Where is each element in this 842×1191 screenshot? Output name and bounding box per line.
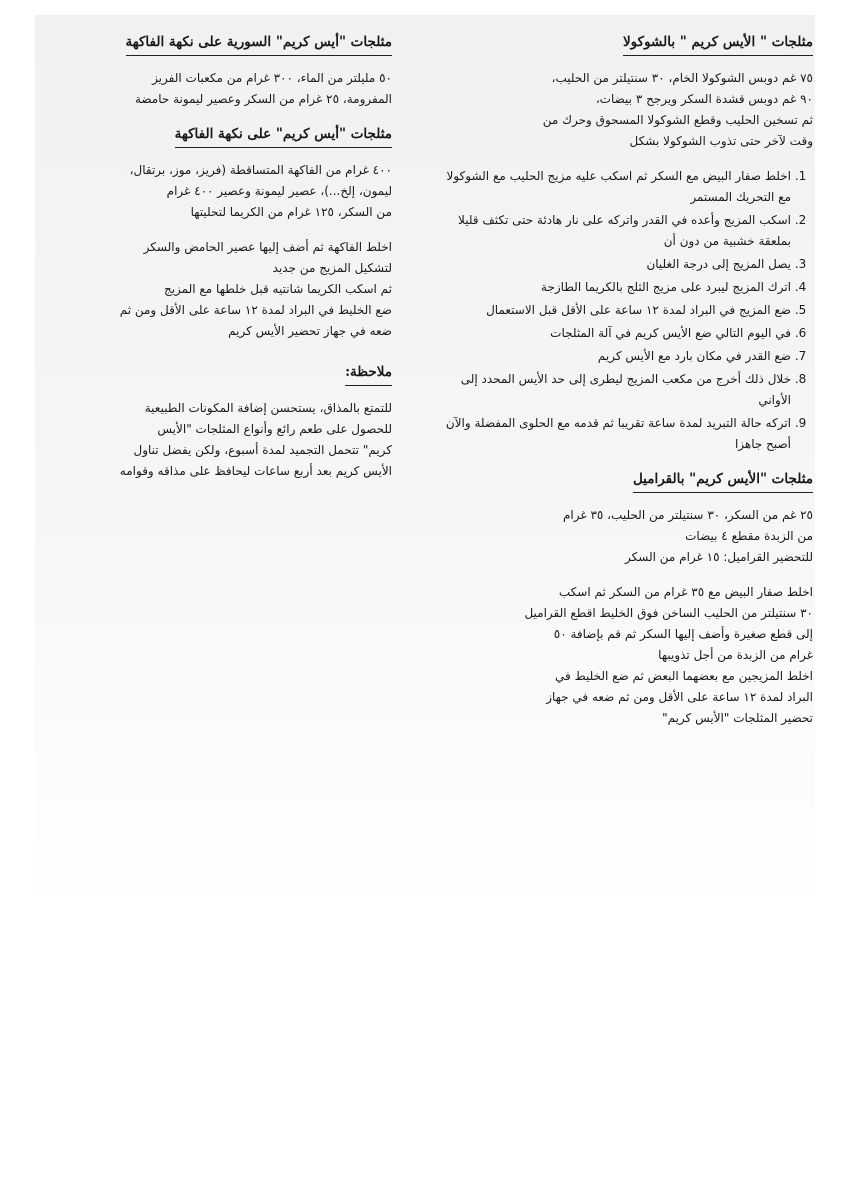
- section-heading-wrap: [445, 32, 813, 56]
- step-item: 5. ضع المزيج في البراد لمدة ١٢ ساعة على الأقل قبل الاستعمال: [445, 300, 791, 321]
- step-item: 2. اسكب المزيج وأعده في القدر واتركه على نار هادئة حتى تكثف قليلا بملعقة خشبية من دون أن: [445, 210, 791, 252]
- section-heading-caramel-ice-cream: مثلجات "الأيس كريم" بالقراميل: [633, 469, 813, 493]
- steps-chocolate: [445, 166, 813, 455]
- body-line: للحصول على طعم رائع وأنواع المثلجات "الأيس: [157, 422, 392, 436]
- method-line: ٣٠ سنتيلتر من الحليب الساخن فوق الخليط اقطع القراميل: [524, 606, 813, 620]
- method-line: ضع الخليط في البراد لمدة ١٢ ساعة على الأقل ومن ثم: [119, 303, 392, 317]
- ingredient-line: وقت لآخر حتى تذوب الشوكولا بشكل: [629, 134, 813, 148]
- body-syrian-fruit: [52, 68, 392, 110]
- body-line: كريم" تتحمل التجميد لمدة أسبوع، ولكن يفضل تناول: [133, 443, 392, 457]
- section-heading-wrap: [445, 469, 813, 493]
- step-item: 8. خلال ذلك أخرج من مكعب المزيج ليطرى إلى حد الأيس المحدد إلى الأواني: [445, 369, 791, 411]
- body-line: المفرومة، ٢٥ غرام من السكر وعصير ليمونة حامضة: [134, 92, 392, 106]
- step-item: 3. يصل المزيج إلى درجة الغليان: [445, 254, 791, 275]
- body-line: من السكر، ١٢٥ غرام من الكريما لتحليتها: [190, 205, 392, 219]
- method-line: إلى قطع صغيرة وأضف إليها السكر ثم قم بإضافة ٥٠: [553, 627, 813, 641]
- step-item: 1. اخلط صفار البيض مع السكر ثم اسكب عليه مزيج الحليب مع الشوكولا مع التحريك المستمر: [445, 166, 791, 208]
- body-line: للتمتع بالمذاق، يستحسن إضافة المكونات الطبيعية: [144, 401, 392, 415]
- section-heading-note: ملاحظة:: [345, 362, 392, 386]
- method-fruit: [52, 237, 392, 342]
- body-note: [52, 398, 392, 482]
- method-line: اخلط الفاكهة ثم أضف إليها عصير الحامض والسكر: [143, 240, 392, 254]
- body-line: الأيس كريم بعد أربع ساعات ليحافظ على مذاقه وقوامه: [119, 464, 392, 478]
- ingredient-line: ٧٥ غم دوبس الشوكولا الخام، ٣٠ سنتيلتر من الحليب،: [551, 71, 813, 85]
- ingredients-caramel: [445, 505, 813, 568]
- ingredient-line: ٢٥ غم من السكر، ٣٠ سنتيلتر من الحليب، ٣٥ غرام: [562, 508, 813, 522]
- right-column: [445, 32, 813, 743]
- body-line: ليمون، إلخ...)، عصير ليمونة وعصير ٤٠٠ غرام: [166, 184, 392, 198]
- ingredient-line: للتحضير القراميل: ١٥ غرام من السكر: [625, 550, 813, 564]
- method-line: لتشكيل المزيج من جديد: [272, 261, 392, 275]
- method-line: غرام من الزبدة من أجل تذويبها: [658, 648, 813, 662]
- method-caramel: [445, 582, 813, 729]
- section-heading-wrap: [52, 124, 392, 148]
- step-item: 6. في اليوم التالي ضع الأيس كريم في آلة المثلجات: [445, 323, 791, 344]
- section-heading-wrap: [52, 362, 392, 386]
- body-line: ٥٠ مليلتر من الماء، ٣٠٠ غرام من مكعبات الفريز: [152, 71, 392, 85]
- ingredient-line: ٩٠ غم دوبس قشدة السكر ويرجح ٣ بيضات،: [595, 92, 813, 106]
- body-line: ٤٠٠ غرام من الفاكهة المتساقطة (فريز، موز، برتقال،: [129, 163, 392, 177]
- method-line: ضعه في جهاز تحضير الأيس كريم: [228, 324, 392, 338]
- body-fruit: [52, 160, 392, 223]
- ingredient-line: من الزبدة مقطع ٤ بيضات: [685, 529, 813, 543]
- section-heading-syrian-fruit-ice-cream: مثلجات "أيس كريم" السورية على نكهة الفاكهة: [126, 32, 392, 56]
- section-heading-wrap: [52, 32, 392, 56]
- section-heading-chocolate-ice-cream: مثلجات " الأيس كريم " بالشوكولا: [623, 32, 813, 56]
- method-line: اخلط المزيجين مع بعضهما البعض ثم ضع الخليط في: [555, 669, 813, 683]
- left-column: [52, 32, 392, 496]
- ingredient-line: ثم تسخين الحليب وقطع الشوكولا المسحوق وحرك من: [542, 113, 813, 127]
- step-item: 4. اترك المزيج ليبرد على مزيج الثلج بالكريما الطازجة: [445, 277, 791, 298]
- method-line: اخلط صفار البيض مع ٣٥ غرام من السكر ثم اسكب: [558, 585, 813, 599]
- method-line: البراد لمدة ١٢ ساعة على الأقل ومن ثم ضعه في جهاز: [546, 690, 813, 704]
- method-line: تحضير المثلجات "الأيس كريم": [662, 711, 813, 725]
- section-heading-fruit-ice-cream: مثلجات "أيس كريم" على نكهة الفاكهة: [175, 124, 392, 148]
- step-item: 7. ضع القدر في مكان بارد مع الأيس كريم: [445, 346, 791, 367]
- method-line: ثم اسكب الكريما شانتيه قبل خلطها مع المزيج: [163, 282, 392, 296]
- ingredients-chocolate: [445, 68, 813, 152]
- step-item: 9. اتركه حالة التبريد لمدة ساعة تقريبا ثم قدمه مع الحلوى المفضلة والآن أصبح جاهزا: [445, 413, 791, 455]
